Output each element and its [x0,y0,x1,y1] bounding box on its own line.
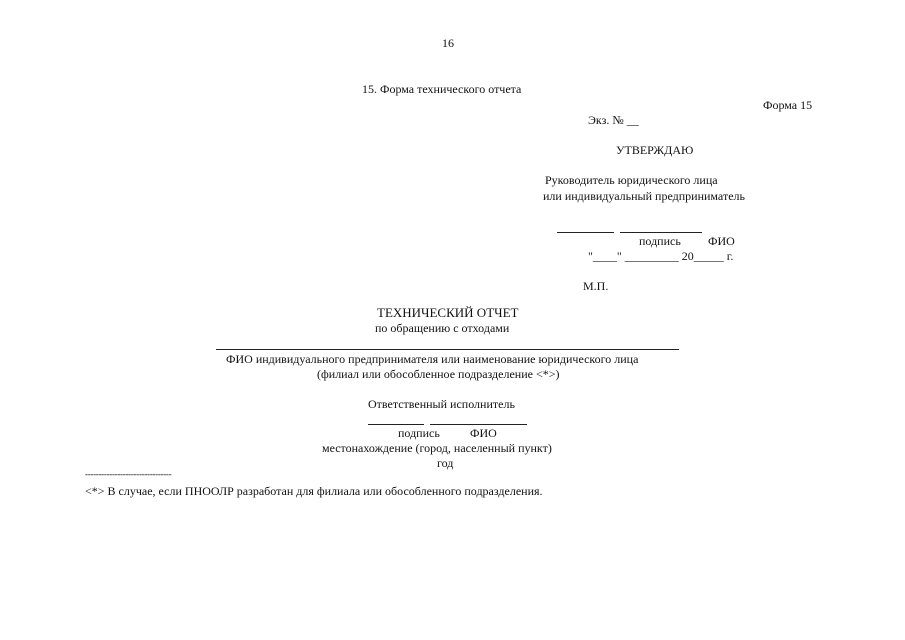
approval-date-line: "____" _________ 20_____ г. [588,249,734,263]
approval-signature-label: подпись [639,234,681,248]
approval-name-line [620,232,702,233]
footnote-text: <*> В случае, если ПНООЛР разработан для филиала или обособленного подразделения. [85,484,543,498]
year-caption: год [437,456,454,470]
executor-name-line [430,424,527,425]
executor-signature-line [368,424,424,425]
approval-role-line1: Руководитель юридического лица [545,173,718,187]
approval-signature-line [557,232,614,233]
branch-caption: (филиал или обособленное подразделение <*>) [317,367,560,381]
stamp-label: М.П. [583,279,609,293]
report-title: ТЕХНИЧЕСКИЙ ОТЧЕТ [377,305,519,320]
entity-caption: ФИО индивидуального предпринимателя или наименование юридического лица [226,352,639,366]
section-title: 15. Форма технического отчета [362,82,522,96]
approval-role-line2: или индивидуальный предприниматель [543,189,745,203]
form-label: Форма 15 [763,98,813,112]
entity-name-line [216,349,679,350]
approval-heading: УТВЕРЖДАЮ [616,143,694,157]
copy-number: Экз. № __ [588,113,639,127]
location-caption: местонахождение (город, населенный пункт) [322,441,552,455]
approval-name-label: ФИО [708,234,735,248]
footnote-separator: -------------------------------- [85,469,172,479]
executor-name-label: ФИО [470,426,497,440]
executor-heading: Ответственный исполнитель [368,397,515,411]
executor-signature-label: подпись [398,426,440,440]
report-subtitle: по обращению с отходами [375,321,510,335]
page-number: 16 [442,36,454,50]
